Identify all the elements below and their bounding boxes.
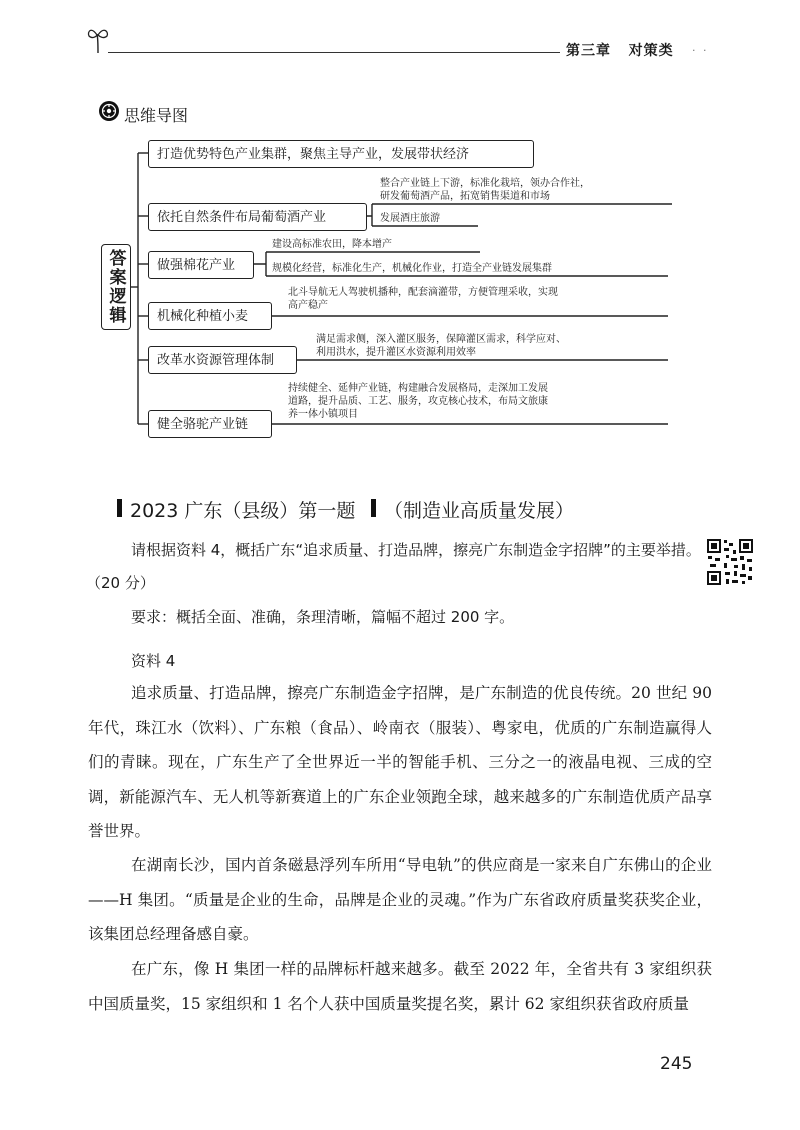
section-subtitle: （制造业高质量发展） [384,500,575,522]
material-paragraph-3: 在广东，像 H 集团一样的品牌标杆越来越多。截至 2022 年，全省共有 3 家组织获中国质量奖，15 家组织和 1 名个人获中国质量奖提名奖，累计 62 家组织获省政府质量 [88,960,712,1013]
chapter-label: 第三章 [566,43,611,59]
branch-5-detail-2: 利用洪水，提升灌区水资源利用效率 [316,347,476,358]
branch-6-detail-1: 持续健全、延伸产业链，构建融合发展格局，走深加工发展 [288,383,548,394]
mindmap-branch-2: 依托自然条件布局葡萄酒产业 [148,203,367,231]
page-number: 245 [660,1054,693,1074]
question-text: 请根据资料 4，概括广东“追求质量、打造品牌，擦亮广东制造金字招牌”的主要举措。 [131,541,701,559]
branch-6-detail-3: 养一体小镇项目 [288,409,358,420]
mindmap-root-label: 答案逻辑 [105,249,126,325]
mindmap-title: 思维导图 [124,106,189,125]
section-title: 2023 广东（县级）第一题 [130,500,356,522]
question-requirement: 要求：概括全面、准确，条理清晰，篇幅不超过 200 字。 [131,608,515,626]
branch-2-detail-1: 整合产业链上下游，标准化栽培，领办合作社， [380,178,590,189]
material-paragraph-1: 追求质量、打造品牌，擦亮广东制造金字招牌，是广东制造的优良传统。20 世纪 90 年代，珠江水（饮料）、广东粮（食品）、岭南衣（服装）、粤家电，优质的广东制造赢得人们的青睐。现在，广东生产了全世界近一半的智能手机、三分之一的液晶电视、三成的空调，新能源汽车、无人机等新赛道上的广东企业领跑全球，越来越多的广东制造优质产品享誉世界。 [88,684,712,840]
branch-2-detail-2: 研发葡萄酒产品，拓宽销售渠道和市场 [380,191,550,202]
mindmap-branch-1: 打造优势特色产业集群，聚焦主导产业，发展带状经济 [148,140,534,168]
category-label: 对策类 [628,43,674,59]
material-label: 资料 4 [131,652,176,670]
mindmap-branch-3: 做强棉花产业 [148,251,254,279]
branch-4-detail-1: 北斗导航无人驾驶机播种，配套滴灌带，方便管理采收，实现 [288,287,558,298]
branch-3-detail-2: 规模化经营，标准化生产，机械化作业，打造全产业链发展集群 [272,263,552,274]
question-score: （20 分） [86,574,155,592]
branch-4-detail-2: 高产稳产 [288,300,328,311]
header-dots: · · [692,44,709,57]
section-marker-right [371,499,376,517]
branch-3-detail-1: 建设高标准农田，降本增产 [272,239,392,250]
branch-5-detail-1: 满足需求侧，深入灌区服务，保障灌区需求，科学应对、 [316,334,566,345]
branch-2-detail-3: 发展酒庄旅游 [380,213,440,224]
mindmap-branch-5: 改革水资源管理体制 [148,346,297,374]
branch-6-detail-2: 道路，提升品质、工艺、服务，攻克核心技术，布局文旅康 [288,396,548,407]
mindmap-root [101,244,131,330]
section-marker-left [117,499,122,517]
qr-code-icon [706,538,754,586]
mindmap-branch-6: 健全骆驼产业链 [148,410,272,438]
mindmap-branch-4: 机械化种植小麦 [148,302,272,330]
material-paragraph-2: 在湖南长沙，国内首条磁悬浮列车所用“导电轨”的供应商是一家来自广东佛山的企业——H 集团。“质量是企业的生命，品牌是企业的灵魂。”作为广东省政府质量奖获奖企业，该集团总经理备感自豪。 [88,856,712,943]
